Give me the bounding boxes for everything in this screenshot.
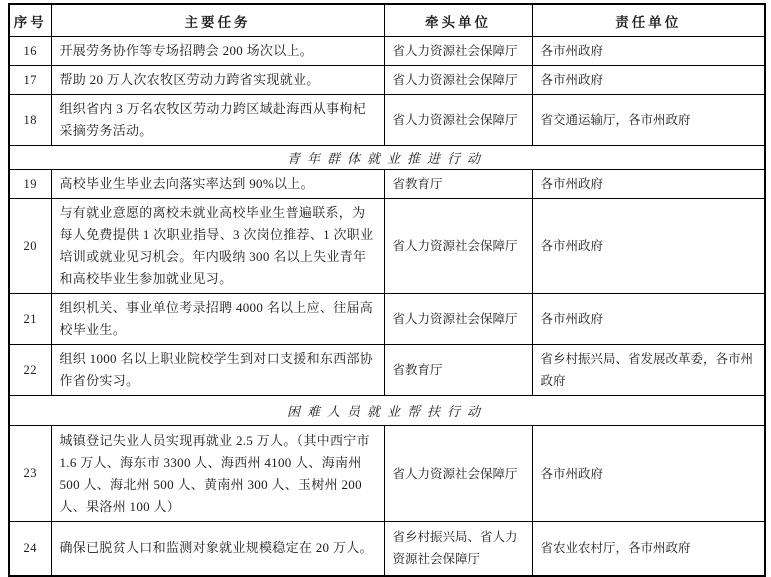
task-row [9, 294, 765, 345]
cell-responsible: 各市州政府 [532, 199, 765, 294]
task-row [9, 199, 765, 294]
task-table [8, 3, 766, 577]
cell-index: 16 [9, 37, 51, 66]
task-row [9, 37, 765, 66]
column-header-lead: 牵头单位 [384, 4, 532, 37]
cell-lead: 省人力资源社会保障厅 [384, 426, 532, 522]
task-row [9, 426, 765, 522]
cell-task: 与有就业意愿的离校未就业高校毕业生普遍联系，为每人免费提供 1 次职业指导、3 次岗位推荐、1 次职业培训或就业见习机会。年内吸纳 300 名以上失业青年和高校毕业生参加就业见习。 [51, 199, 384, 294]
cell-responsible: 省交通运输厅，各市州政府 [532, 95, 765, 146]
cell-responsible: 各市州政府 [532, 170, 765, 199]
cell-index: 18 [9, 95, 51, 146]
section-row [9, 396, 765, 426]
task-row [9, 522, 765, 576]
cell-task: 城镇登记失业人员实现再就业 2.5 万人。（其中西宁市 1.6 万人、海东市 3300 人、海西州 4100 人、海南州 500 人、海北州 500 人、黄南州 300 人、玉树州 200 人、果洛州 100 人） [51, 426, 384, 522]
cell-task: 开展劳务协作等专场招聘会 200 场次以上。 [51, 37, 384, 66]
cell-responsible: 省农业农村厅，各市州政府 [532, 522, 765, 576]
table-header-row [9, 4, 765, 37]
section-title: 困难人员就业帮扶行动 [9, 396, 765, 426]
cell-index: 22 [9, 345, 51, 396]
task-row [9, 345, 765, 396]
column-header-task: 主要任务 [51, 4, 384, 37]
cell-lead: 省人力资源社会保障厅 [384, 37, 532, 66]
cell-lead: 省人力资源社会保障厅 [384, 95, 532, 146]
cell-lead: 省教育厅 [384, 170, 532, 199]
cell-index: 20 [9, 199, 51, 294]
cell-lead: 省教育厅 [384, 345, 532, 396]
cell-task: 高校毕业生毕业去向落实率达到 90%以上。 [51, 170, 384, 199]
cell-index: 23 [9, 426, 51, 522]
cell-index: 24 [9, 522, 51, 576]
cell-task: 组织省内 3 万名农牧区劳动力跨区域赴海西从事枸杞采摘劳务活动。 [51, 95, 384, 146]
column-header-responsible: 责任单位 [532, 4, 765, 37]
cell-index: 21 [9, 294, 51, 345]
cell-responsible: 省乡村振兴局、省发展改革委，各市州政府 [532, 345, 765, 396]
cell-responsible: 各市州政府 [532, 66, 765, 95]
cell-task: 组织机关、事业单位考录招聘 4000 名以上应、往届高校毕业生。 [51, 294, 384, 345]
cell-responsible: 各市州政府 [532, 426, 765, 522]
section-title: 青年群体就业推进行动 [9, 146, 765, 170]
cell-task: 组织 1000 名以上职业院校学生到对口支援和东西部协作省份实习。 [51, 345, 384, 396]
section-row [9, 146, 765, 170]
task-row [9, 66, 765, 95]
cell-responsible: 各市州政府 [532, 294, 765, 345]
cell-index: 19 [9, 170, 51, 199]
task-row [9, 95, 765, 146]
task-row [9, 170, 765, 199]
cell-task: 帮助 20 万人次农牧区劳动力跨省实现就业。 [51, 66, 384, 95]
cell-responsible: 各市州政府 [532, 37, 765, 66]
cell-lead: 省人力资源社会保障厅 [384, 66, 532, 95]
cell-task: 确保已脱贫人口和监测对象就业规模稳定在 20 万人。 [51, 522, 384, 576]
cell-index: 17 [9, 66, 51, 95]
cell-lead: 省人力资源社会保障厅 [384, 199, 532, 294]
cell-lead: 省乡村振兴局、省人力资源社会保障厅 [384, 522, 532, 576]
column-header-index: 序号 [9, 4, 51, 37]
cell-lead: 省人力资源社会保障厅 [384, 294, 532, 345]
